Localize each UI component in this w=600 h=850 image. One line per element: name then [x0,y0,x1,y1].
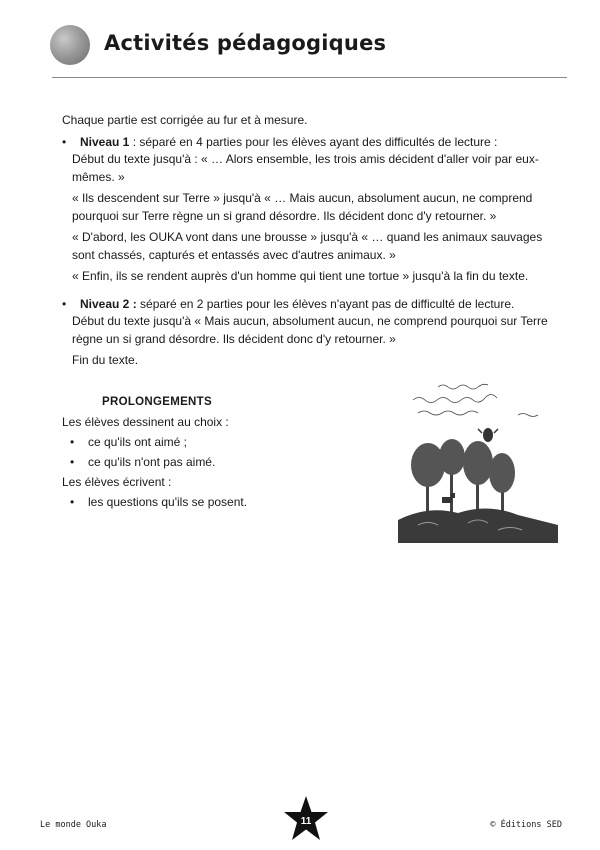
flying-figure [478,428,498,442]
child-drawing-illustration [398,375,558,543]
header-divider [52,77,567,78]
niveau1-label: Niveau 1 [80,134,130,149]
niveau2-part-1: Début du texte jusqu'à « Mais aucun, absolument aucun, ne comprend pourquoi sur Terre règne un si grand désordre. Ils décident donc d'y retourner. » [72,314,548,346]
niveau1-part-3: « D'abord, les OUKA vont dans une brousse » jusqu'à « … quand les animaux sauvages sont chassés, capturés et entassés avec d'autres animaux. » [72,230,543,262]
ecrivent-item-1: les questions qu'ils se posent. [88,495,248,509]
niveau2-heading [80,296,514,314]
page-number: 11 [300,816,312,827]
bullet-dot: • [70,495,75,509]
niveau2-part-2: Fin du texte. [72,353,139,367]
dessinent-item-2: ce qu'ils n'ont pas aimé. [88,455,216,469]
dessinent-item-1: ce qu'ils ont aimé ; [88,435,188,449]
prolongements-title: PROLONGEMENTS [102,396,212,408]
list-item [70,452,362,472]
handwritten-scribble [413,384,538,416]
niveau2-text: séparé en 2 parties pour les élèves n'ayant pas de difficulté de lecture. [136,296,515,311]
trees [411,439,515,515]
main-content [62,112,562,374]
footer-publisher: © Éditions SED [490,820,562,830]
bullet-dot: • [70,455,75,469]
niveau1-part-4: « Enfin, ils se rendent auprès d'un homme qui tient une tortue » jusqu'à la fin du texte. [72,269,529,283]
small-animal [442,493,455,503]
title-bullet-circle [50,25,90,65]
prolongements-section [62,392,362,512]
dessinent-intro: Les élèves dessinent au choix : [62,415,229,429]
ground-hill [398,508,558,543]
niveau1-text: : séparé en 4 parties pour les élèves ayant des difficultés de lecture : [129,134,498,149]
niveau2-item [62,296,562,314]
niveau1-heading [80,134,497,152]
list-item [70,432,362,452]
niveau1-part-2: « Ils descendent sur Terre » jusqu'à « … Mais aucun, absolument aucun, ne comprend pourquoi sur Terre règne un si grand désordre. Ils décident donc d'y retourner. » [72,191,533,223]
bullet-dot: • [62,134,67,149]
niveau1-item [62,134,562,152]
intro-text: Chaque partie est corrigée au fur et à mesure. [62,113,308,127]
footer-book-title: Le monde Ouka [40,820,107,830]
niveau1-part-1: Début du texte jusqu'à : « … Alors ensemble, les trois amis décident d'aller voir par eux-mêmes. » [72,152,539,184]
list-item [70,492,362,512]
bullet-dot: • [62,296,67,311]
page-title: Activités pédagogiques [104,31,387,55]
bullet-dot: • [70,435,75,449]
niveau2-label: Niveau 2 : [80,296,137,311]
ecrivent-intro: Les élèves écrivent : [62,475,172,489]
